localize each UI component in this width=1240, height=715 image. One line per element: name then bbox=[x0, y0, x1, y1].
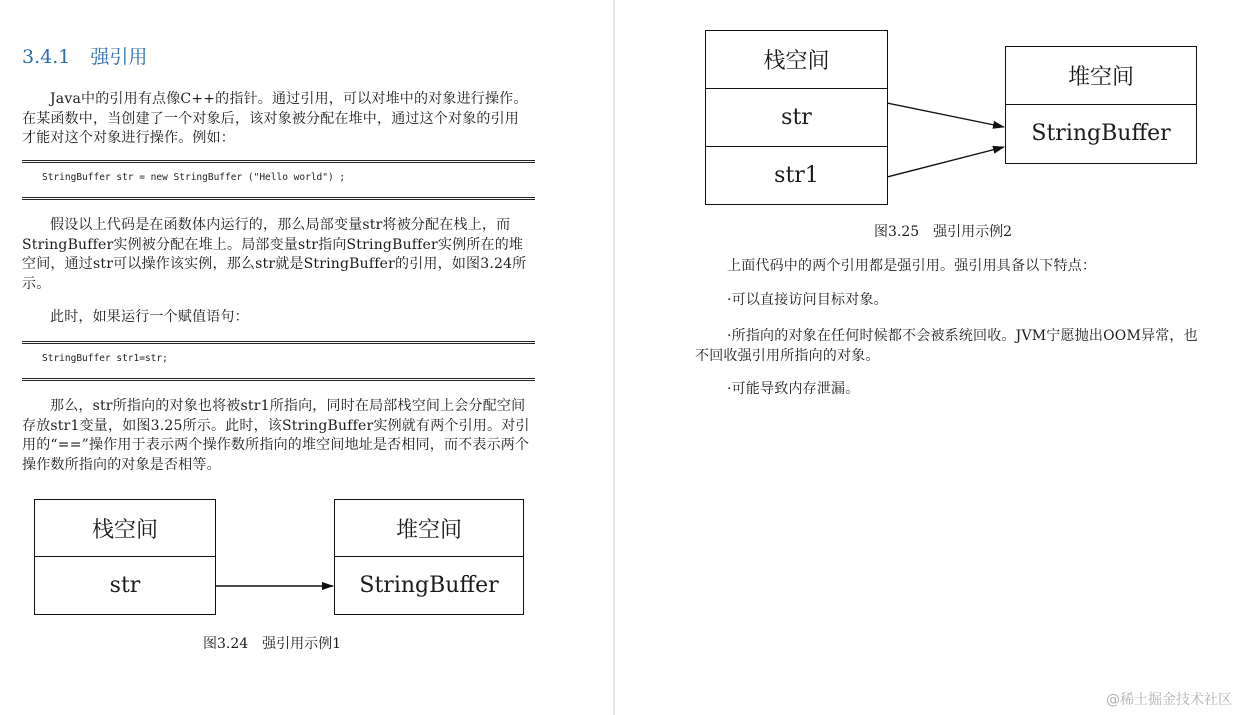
stack-var-str1: str1 bbox=[706, 146, 887, 204]
caption-number: 图3.25 bbox=[874, 224, 920, 240]
bullet-not-collected: ·所指向的对象在任何时候都不会被系统回收。JVM宁愿抛出OOM异常，也不回收强引用所指向的对象。 bbox=[695, 328, 1198, 364]
arrow-fig2-str bbox=[887, 103, 1004, 127]
bullet-direct-access: ·可以直接访问目标对象。 bbox=[727, 292, 888, 308]
stack-var-str: str bbox=[35, 556, 215, 613]
heap-header: 堆空间 bbox=[395, 517, 462, 543]
paragraph-intro: Java中的引用有点像C++的指针。通过引用，可以对堆中的对象进行操作。在某函数中，当创建了一个对象后，该对象被分配在堆中，通过这个对象的引用才能对这个对象进行操作。例如： bbox=[22, 91, 528, 146]
heap-object: StringBuffer bbox=[335, 556, 523, 613]
heap-object: StringBuffer bbox=[1006, 104, 1196, 162]
caption-text: 强引用示例2 bbox=[933, 224, 1013, 240]
bullet-memory-leak: ·可能导致内存泄漏。 bbox=[727, 381, 860, 397]
heap-header: 堆空间 bbox=[1067, 65, 1134, 90]
stack-header: 栈空间 bbox=[763, 49, 830, 74]
code-line-1: StringBuffer str = new StringBuffer ("Hello world") ; bbox=[42, 172, 346, 183]
stack-header: 栈空间 bbox=[91, 517, 158, 543]
caption-number: 图3.24 bbox=[203, 636, 249, 652]
section-title: 强引用 bbox=[90, 46, 148, 68]
paragraph-explanation: 假设以上代码是在函数体内运行的，那么局部变量str将被分配在栈上，而StringBuffer实例被分配在堆上。局部变量str指向StringBuffer实例所在的堆空间，通过str可以操作该实例，那么str就是StringBuffer的引用，如图3.24所示。 bbox=[22, 217, 527, 292]
code-line-2: StringBuffer str1=str; bbox=[42, 353, 168, 364]
watermark: @稀土掘金技术社区 bbox=[1106, 692, 1232, 708]
paragraph-references: 那么，str所指向的对象也将被str1所指向，同时在局部栈空间上会分配空间存放str1变量，如图3.25所示。此时，该StringBuffer实例就有两个引用。对引用的“==”操作用于表示两个操作数所指向的堆空间地址是否相同，而不表示两个操作数所指向的对象是否相等。 bbox=[22, 398, 530, 473]
section-number: 3.4.1 bbox=[22, 46, 71, 68]
paragraph-features: 上面代码中的两个引用都是强引用。强引用具备以下特点： bbox=[727, 258, 1097, 274]
caption-text: 强引用示例1 bbox=[262, 636, 342, 652]
stack-var-str: str bbox=[706, 88, 887, 146]
paragraph-assignment: 此时，如果运行一个赋值语句： bbox=[50, 309, 249, 325]
arrow-fig2-str1 bbox=[887, 147, 1004, 177]
